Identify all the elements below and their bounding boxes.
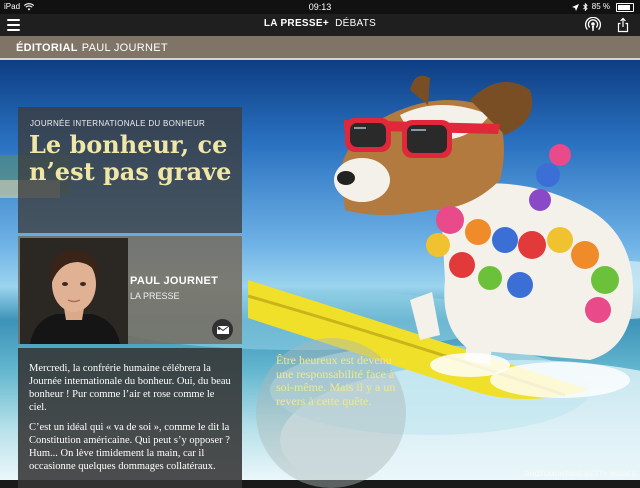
article-paragraph: C’est un idéal qui « va de soi », comme le dit la Constitution américaine. Qui peut s’y opposer ? Hum... On lève timidement la main, car il occasionne quelques dommages collatéraux.	[29, 422, 230, 472]
section-author: PAUL JOURNET	[81, 42, 168, 54]
section-category: ÉDITORIAL	[16, 42, 78, 54]
pull-quote: Être heureux est devenu une responsabilité face à soi-même. Mais il y a un revers à cette quête.	[276, 353, 396, 408]
section-header	[0, 36, 640, 60]
headline-panel	[18, 107, 242, 233]
bluetooth-icon	[583, 3, 588, 11]
article-title: Le bonheur, ce n’est pas grave	[29, 130, 232, 186]
article-body-panel	[18, 348, 242, 488]
location-icon	[572, 4, 579, 11]
article-paragraph: Mercredi, la confrérie humaine célébrera la Journée internationale du bonheur. Oui, du beau bonheur ! Pur comme l’air et rose comme le ciel.	[29, 363, 231, 413]
section-name: DÉBATS	[335, 18, 377, 29]
brand-name: LA PRESSE	[263, 18, 323, 29]
envelope-icon	[212, 319, 233, 340]
author-org: LA PRESSE	[130, 291, 180, 301]
author-panel[interactable]	[18, 236, 242, 344]
article-body	[29, 362, 234, 480]
battery-icon	[616, 3, 634, 12]
brand-plus: +	[322, 18, 329, 29]
podcast-icon[interactable]	[585, 17, 601, 33]
carrier-label: iPad	[4, 2, 21, 11]
status-bar	[0, 0, 640, 14]
clock: 09:13	[308, 2, 332, 12]
battery-percent: 85 %	[591, 2, 610, 11]
top-nav-bar	[0, 14, 640, 36]
brand-title[interactable]	[0, 18, 640, 29]
author-name: PAUL JOURNET	[130, 275, 219, 287]
photo-credit: PHOTOMONTAGE GETTY IMAGES	[525, 471, 636, 478]
author-photo	[20, 238, 128, 344]
share-icon[interactable]	[615, 17, 631, 33]
contact-author-button[interactable]	[212, 319, 233, 340]
article-kicker: JOURNÉE INTERNATIONALE DU BONHEUR	[30, 119, 206, 128]
